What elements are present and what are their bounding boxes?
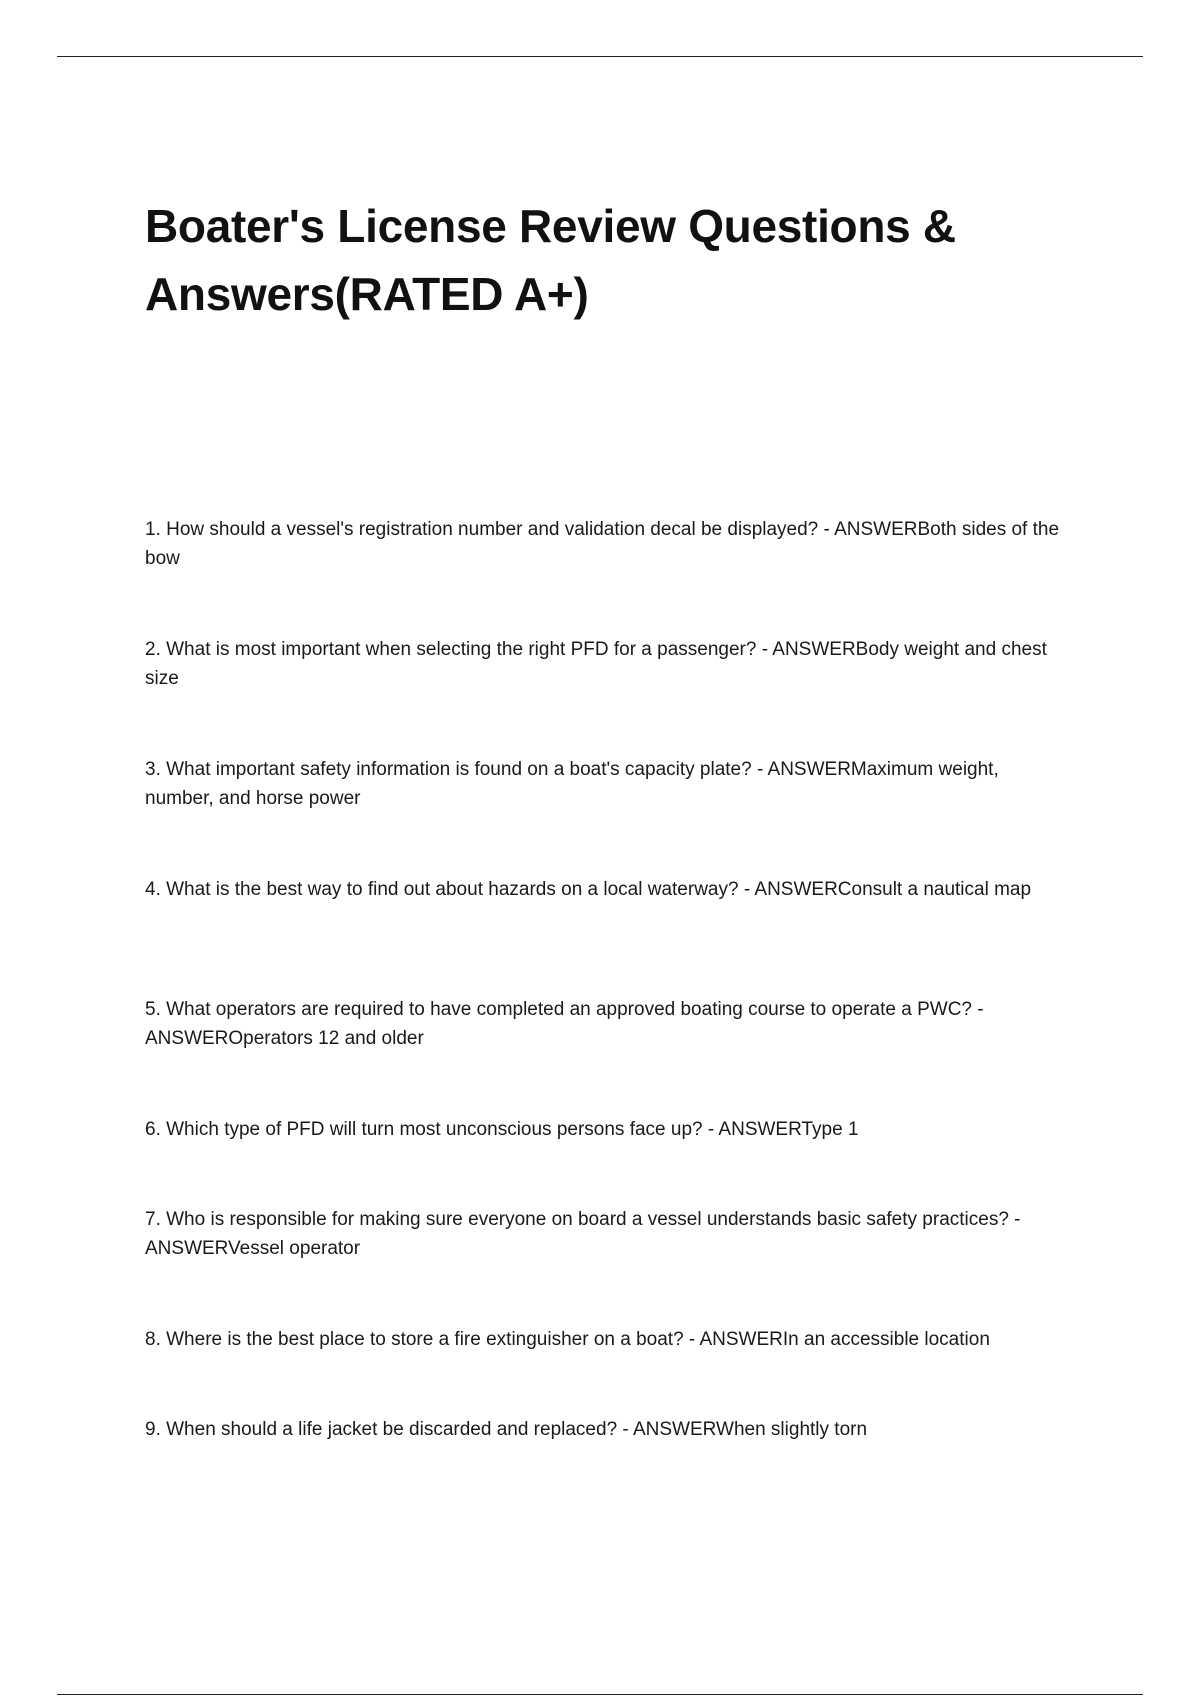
qa-item-3: 3. What important safety information is found on a boat's capacity plate? - ANSWERMaximum weight, number, and horse power: [145, 759, 999, 809]
qa-item-6: 6. Which type of PFD will turn most unconscious persons face up? - ANSWERType 1: [145, 1119, 859, 1140]
qa-item-4: 4. What is the best way to find out about hazards on a local waterway? - ANSWERConsult a nautical map: [145, 879, 1032, 900]
document-title: Boater's License Review Questions & Answers(RATED A+): [145, 200, 956, 320]
header-rule: [57, 56, 1143, 57]
qa-item-9: 9. When should a life jacket be discarded and replaced? - ANSWERWhen slightly torn: [145, 1419, 868, 1440]
qa-item-7: 7. Who is responsible for making sure everyone on board a vessel understands basic safety practices? - ANSWERVessel operator: [145, 1209, 1021, 1259]
footer-rule: [57, 1694, 1143, 1695]
qa-item-1: 1. How should a vessel's registration number and validation decal be displayed? - ANSWERBoth sides of the bow: [145, 519, 1060, 569]
qa-item-5: 5. What operators are required to have completed an approved boating course to operate a PWC? - ANSWEROperators 12 and older: [145, 999, 984, 1049]
qa-item-8: 8. Where is the best place to store a fire extinguisher on a boat? - ANSWERIn an accessible location: [145, 1329, 990, 1350]
qa-item-2: 2. What is most important when selecting the right PFD for a passenger? - ANSWERBody weight and chest size: [145, 639, 1047, 689]
